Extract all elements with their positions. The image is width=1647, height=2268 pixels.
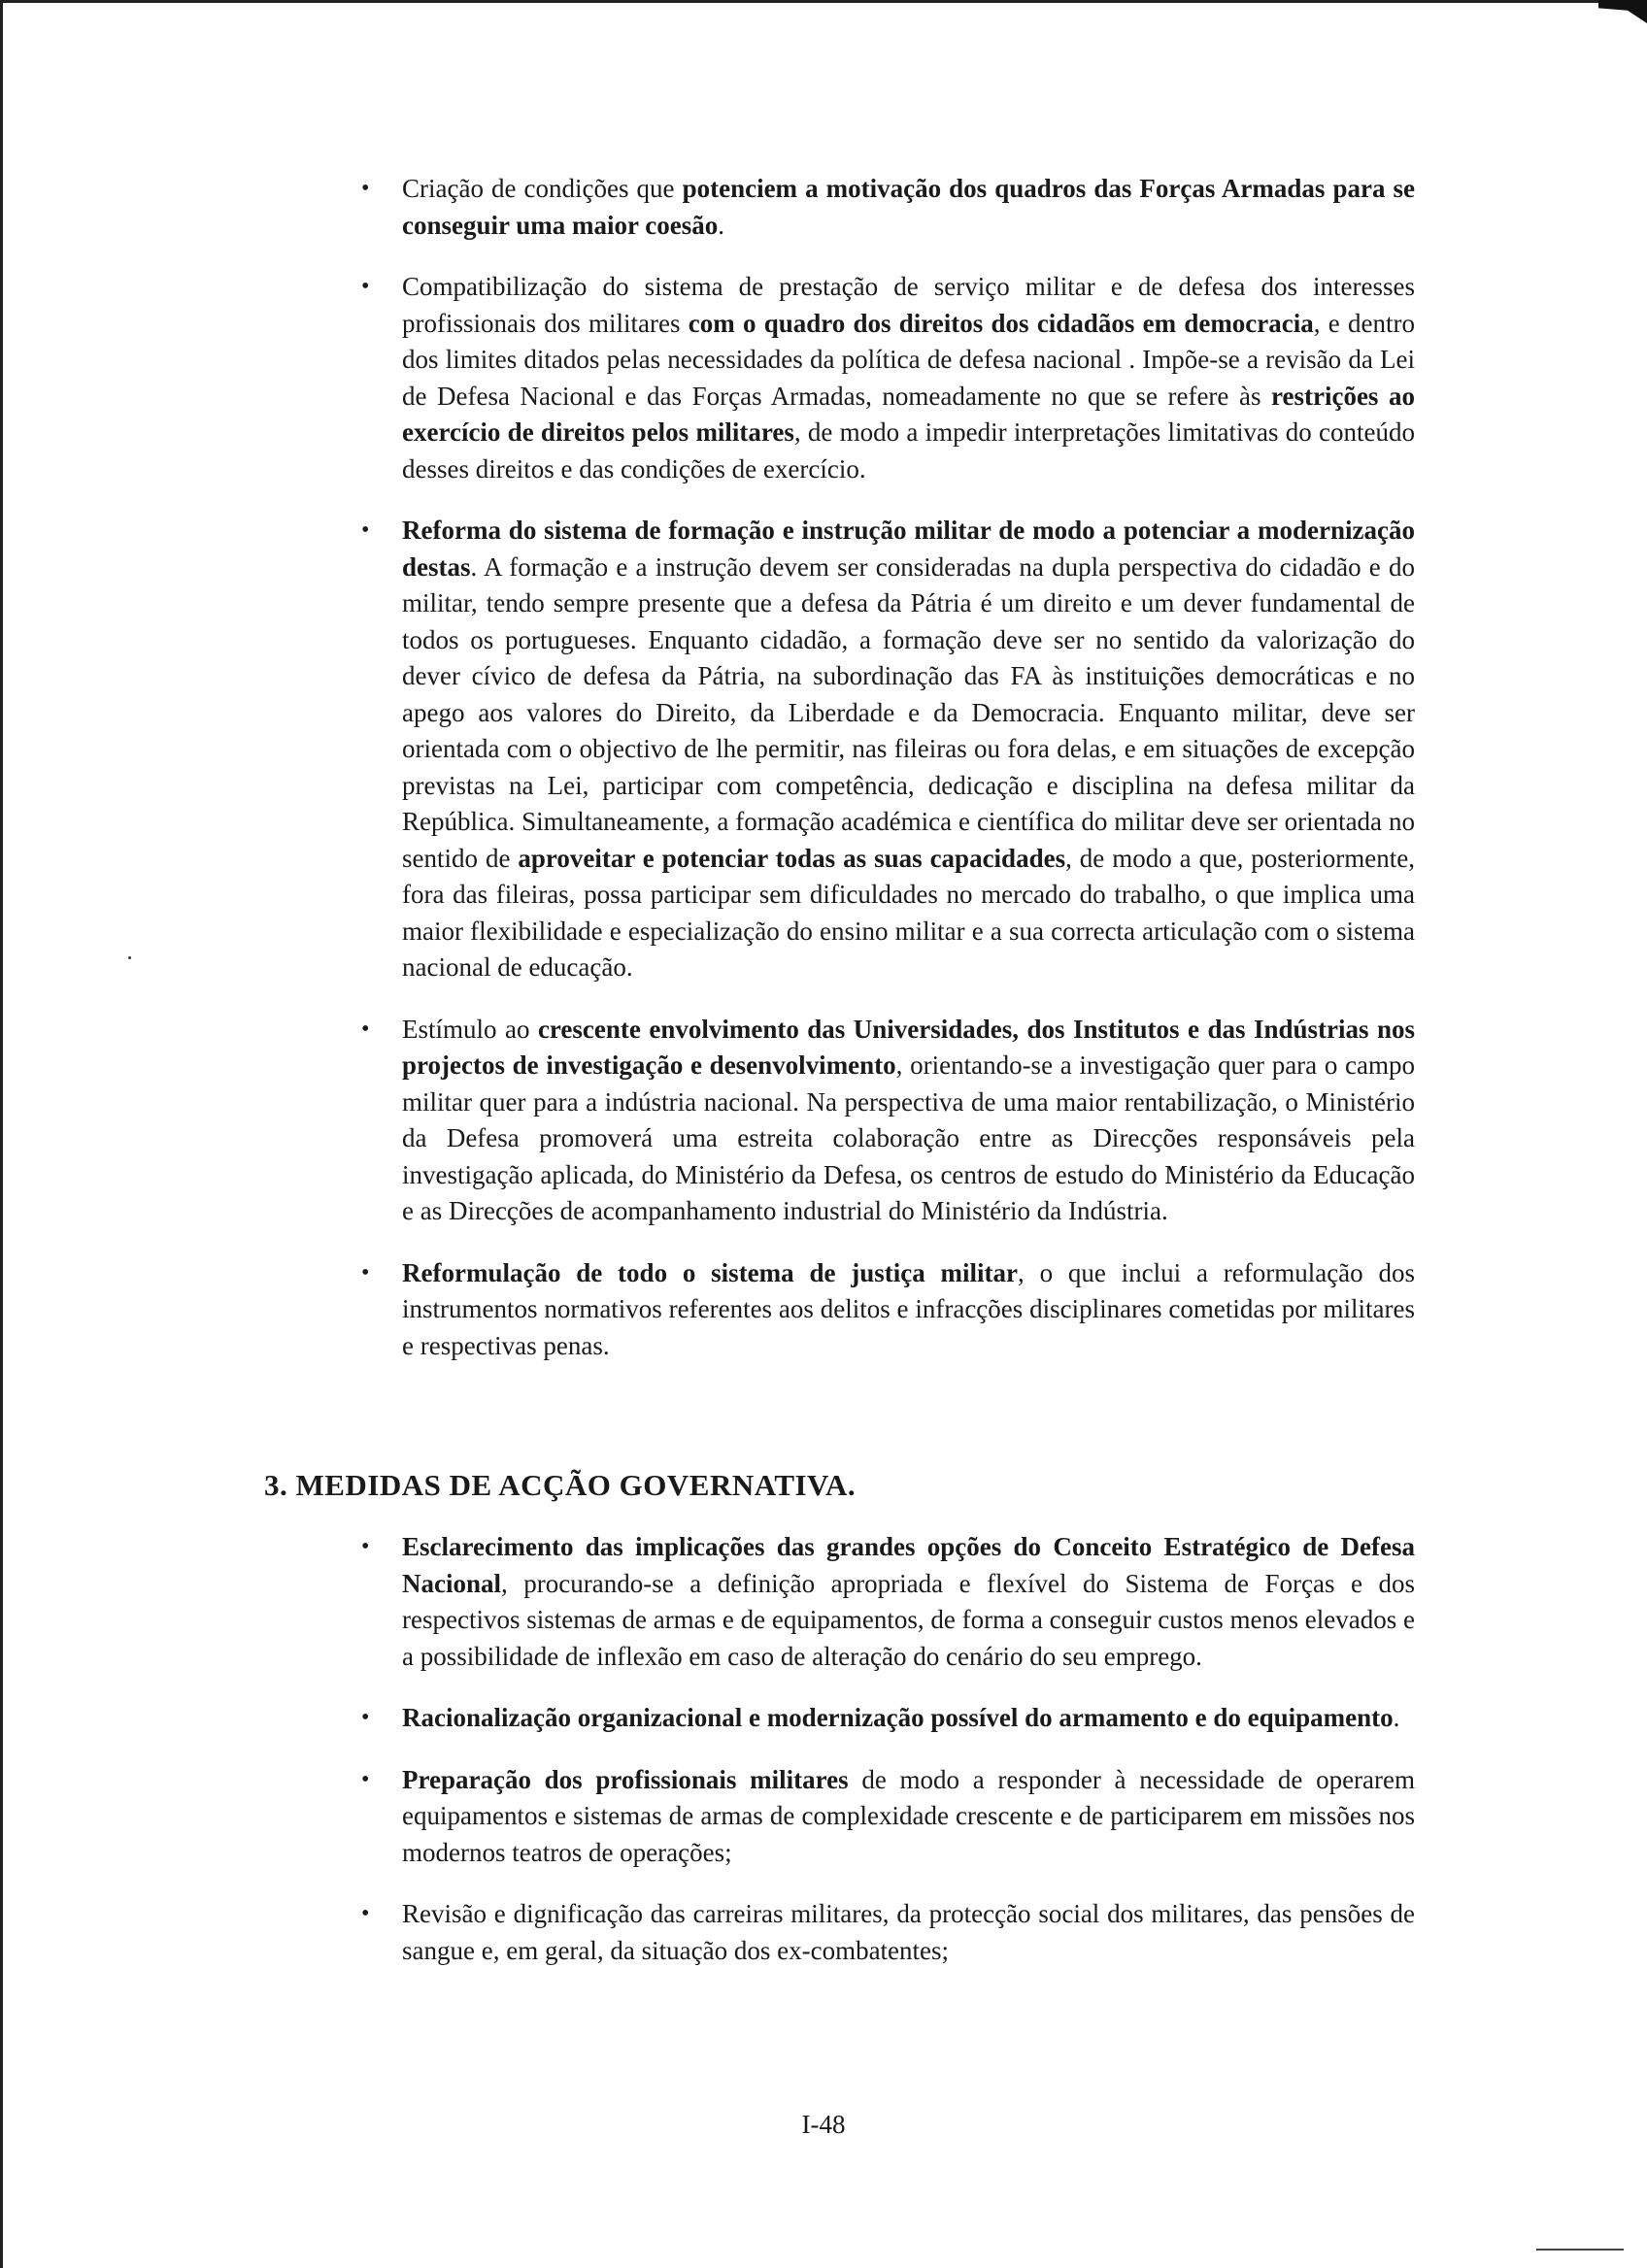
objectives-list bbox=[361, 171, 1415, 1389]
item-text: , procurando-se a definição apropriada e flexível do Sistema de Forças e dos respectivos sistemas de armas e de equipamentos, de forma a conseguir custos menos elevados e a possibilidade de inflexão em caso de alteração do cenário do seu emprego. bbox=[402, 1568, 1415, 1671]
scan-speck bbox=[128, 956, 131, 959]
item-emphasis: crescente envolvimento das Universidades, dos Institutos e das Indústrias nos projectos de investigação e desenvolvimento bbox=[402, 1014, 1415, 1080]
bullet-icon: • bbox=[361, 1705, 370, 1730]
scan-edge-line bbox=[1536, 2249, 1624, 2251]
item-text: Revisão e dignificação das carreiras militares, da protecção social dos militares, das pensões de sangue e, em geral, da situação dos ex-combatentes; bbox=[402, 1899, 1415, 1965]
item-emphasis: Reforma do sistema de formação e instrução militar de modo a potenciar a modernização destas bbox=[402, 516, 1415, 582]
item-text: de modo a responder à necessidade de operarem equipamentos e sistemas de armas de complexidade crescente e de participarem em missões nos modernos teatros de operações; bbox=[402, 1764, 1415, 1867]
list-item bbox=[361, 269, 1415, 487]
item-emphasis: Racionalização organizacional e modernização possível do armamento e do equipamento bbox=[402, 1703, 1394, 1732]
list-item bbox=[361, 513, 1415, 986]
list-item bbox=[361, 171, 1415, 244]
item-emphasis: restrições ao exercício de direitos pelos militares bbox=[402, 381, 1415, 447]
list-item bbox=[361, 1012, 1415, 1230]
item-emphasis: com o quadro dos direitos dos cidadãos em democracia bbox=[688, 308, 1314, 338]
item-emphasis: Reformulação de todo o sistema de justiça militar bbox=[402, 1257, 1019, 1287]
bullet-icon: • bbox=[361, 1016, 370, 1042]
bullet-icon: • bbox=[361, 1901, 370, 1926]
item-text: . bbox=[718, 210, 724, 240]
list-item bbox=[361, 1762, 1415, 1872]
bullet-icon: • bbox=[361, 1259, 370, 1285]
bullet-icon: • bbox=[361, 274, 370, 299]
item-text: , e dentro dos limites ditados pelas necessidades da política de defesa nacional . Impõe-se a revisão da Lei de Defesa Nacional e das Forças Armadas, nomeadamente no que se refere às bbox=[402, 308, 1415, 411]
item-emphasis: potenciem a motivação dos quadros das Forças Armadas para se conseguir uma maior coesão bbox=[402, 174, 1415, 240]
item-text: . bbox=[1393, 1703, 1400, 1732]
item-text: , de modo a impedir interpretações limitativas do conteúdo desses direitos e das condições de exercício. bbox=[402, 417, 1415, 484]
list-item bbox=[361, 1255, 1415, 1365]
bullet-icon: • bbox=[361, 517, 370, 543]
item-emphasis: Esclarecimento das implicações das grandes opções do Conceito Estratégico de Defesa Nacional bbox=[402, 1532, 1415, 1598]
page-number: I-48 bbox=[801, 2110, 846, 2139]
scan-border-top bbox=[0, 0, 1647, 3]
list-item bbox=[361, 1896, 1415, 1969]
list-item bbox=[361, 1529, 1415, 1675]
item-text: Criação de condições que bbox=[402, 174, 683, 203]
item-text: , o que inclui a reformulação dos instrumentos normativos referentes aos delitos e infracções disciplinares cometidas por militares e respectivas penas. bbox=[402, 1257, 1415, 1360]
measures-list bbox=[361, 1529, 1415, 1994]
item-text: Estímulo ao bbox=[402, 1014, 538, 1044]
scan-corner-mark bbox=[1598, 0, 1647, 23]
item-emphasis: Preparação dos profissionais militares bbox=[402, 1764, 849, 1794]
scan-border-left bbox=[0, 0, 3, 2268]
bullet-icon: • bbox=[361, 1766, 370, 1792]
bullet-icon: • bbox=[361, 1534, 370, 1559]
item-emphasis: aproveitar e potenciar todas as suas capacidades bbox=[518, 843, 1066, 873]
list-item bbox=[361, 1700, 1415, 1737]
item-text: , de modo a que, posteriormente, fora das fileiras, possa participar sem dificuldades no mercado do trabalho, o que implica uma maior flexibilidade e especialização do ensino militar e a sua correcta articulação com o sistema nacional de educação. bbox=[402, 843, 1415, 982]
item-text: Compatibilização do sistema de prestação de serviço militar e de defesa dos interesses profissionais dos militares bbox=[402, 272, 1415, 338]
bullet-icon: • bbox=[361, 176, 370, 201]
item-text: . A formação e a instrução devem ser consideradas na dupla perspectiva do cidadão e do militar, tendo sempre presente que a defesa da Pátria é um direito e um dever fundamental de todos os portugueses. Enquanto cidadão, a formação deve ser no sentido da valorização do dever cívico de defesa da Pátria, na subordinação das FA às instituições democráticas e no apego aos valores do Direito, da Liberdade e da Democracia. Enquanto militar, deve ser orientada com o objectivo de lhe permitir, nas fileiras ou fora delas, e em situações de excepção previstas na Lei, participar com competência, dedicação e disciplina na defesa militar da República. Simultaneamente, a formação académica e científica do militar deve ser orientada no sentido de bbox=[402, 551, 1415, 873]
item-text: , orientando-se a investigação quer para o campo militar quer para a indústria nacional. Na perspectiva de uma maior rentabilização, o Ministério da Defesa promoverá uma estreita colaboração entre as Direcções responsáveis pela investigação aplicada, do Ministério da Defesa, os centros de estudo do Ministério da Educação e as Direcções de acompanhamento industrial do Ministério da Indústria. bbox=[402, 1051, 1415, 1225]
section-heading: 3. MEDIDAS DE ACÇÃO GOVERNATIVA. bbox=[264, 1468, 857, 1502]
